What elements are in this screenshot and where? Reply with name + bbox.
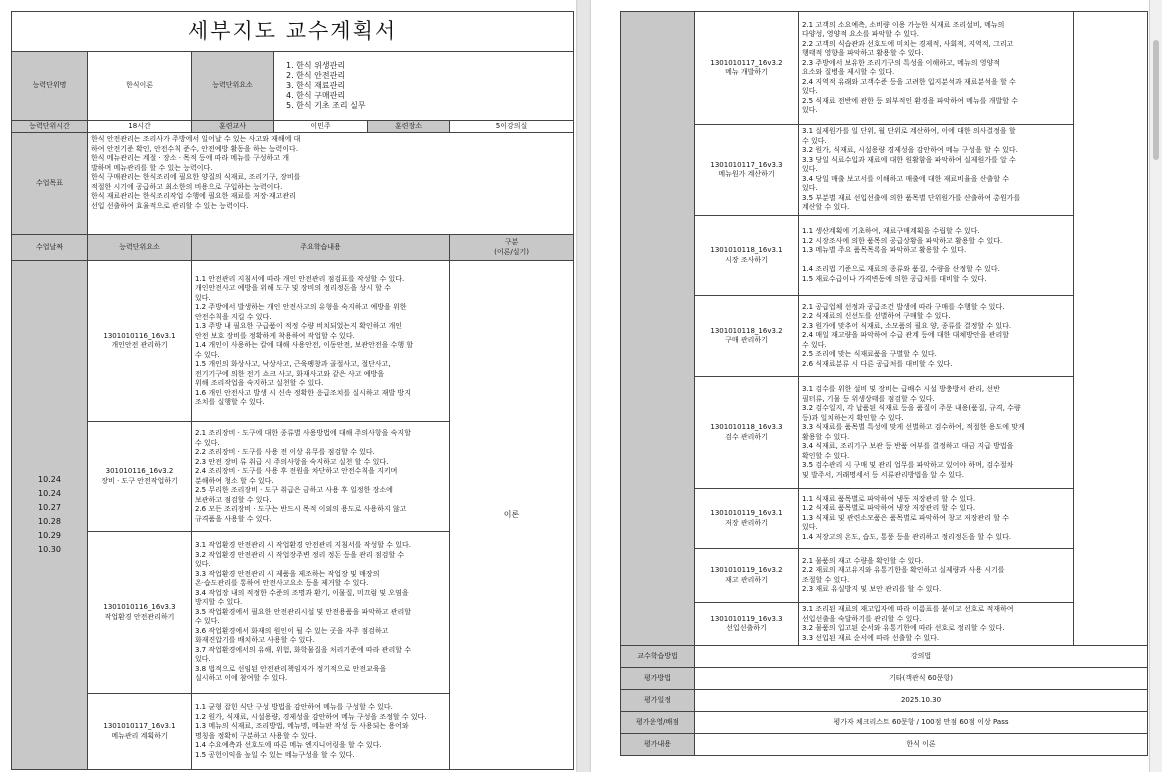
goal-label: 수업목표 [12, 133, 88, 235]
row-code: 1301010116_16v3.1 개인안전 관리하기 [88, 261, 192, 422]
row-content: 3.1 검수를 위한 설비 및 장비는 급배수 시설 방충방서 관리, 선반 필터류, 기물 등 위생상태를 점검할 수 있다. 3.2 검수일지, 각 납품된 식재료 등을 품질이 주문 내용(품질, 규격, 수량 등)과 일치하는지 확인할 수 있다. 3.3 식재료를 품목별 특성에 맞게 선별하고 검수하여, 적절한 용도에 맞게 활용할 수 있다. 3.4 식재료, 조리기구 보관 등 반품 여부를 결정하고 대금 지급 방법을 확인할 수 있다. 3.5 검수관리 시 구매 및 관리 업무를 파악하고 있어야 하며, 검수절차 및 발주서, 거래명세서 등 서류관리방법을 알 수 있다. [799, 377, 1074, 489]
element-col-label: 능력단위요소 [88, 235, 192, 261]
teacher-label: 훈련교사 [192, 121, 274, 133]
eval-name-label: 평가내용 [621, 734, 695, 756]
content-col-label: 주요학습내용 [192, 235, 450, 261]
row-code: 1301010116_16v3.3 작업환경 안전관리하기 [88, 532, 192, 694]
row-content: 3.1 작업환경 안전관리 시 작업환경 안전관리 지침서를 작성할 수 있다. 3.2 작업환경 안전관리 시 작업장주변 정리 정돈 등을 관리 점검할 수 있다. 3.3 작업환경 안전관리 시 제품을 제조하는 작업장 및 매장의 온·습도관리를 통하여 안전사고요소 등을 제거할 수 있다. 3.4 작업장 내의 적정한 수준의 조명과 환기, 이물질, 미끄럼 및 오염을 방지할 수 있다. 3.5 작업환경에서 필요한 안전관리시설 및 안전용품을 파악하고 관리할 수 있다. 3.6 작업환경에서 화재의 원인이 될 수 있는 곳을 자주 점검하고 화재진압기를 배치하고 사용할 수 있다. 3.7 작업환경에서의 유해, 위험, 화학물질을 처리기준에 따라 관리할 수 있다. 3.8 법적으로 선임된 안전관리책임자가 정기적으로 안전교육을 실시하고 이에 참여할 수 있다. [192, 532, 450, 694]
row-content: 3.1 조리된 재료의 재고입자에 따라 이름표를 붙이고 선호로 적재하여 선입선출을 숙달하기를 관리할 수 있다. 3.2 물품의 입고된 순서와 유통기한에 따라 선호로 정리할 수 있다. 3.3 선입된 재료 순서에 따라 선출할 수 있다. [799, 603, 1074, 646]
goal-text: 한식 안전관리는 조리사가 주방에서 일어날 수 있는 사고와 재해에 대 하여 안전기준 확인, 안전수칙 준수, 안전예방 활동을 하는 능력이다. 한식 메뉴관리는 계절 · 장소 · 목적 등에 따라 메뉴를 구성하고 개 발하며 메뉴관리를 할 수 있는 능력이다. 한식 구매관리는 한식조리에 필요한 양질의 식재료, 조리기구, 장비를 적절한 시기에 공급하고 최소한의 비용으로 구입하는 능력이다. 한식 재료관리는 한식조리작업 수행에 필요한 재료를 저장·재고관리 선입 선출하여 효율적으로 관리할 수 있는 능력이다. [88, 133, 574, 235]
row-content: 2.1 공급업체 선정과 공급조건 발생에 따라 구매를 수행할 수 있다. 2.2 식재료의 신선도를 선별하여 구매할 수 있다. 2.3 원가에 맞추어 식재료, 소모품의 필요 양, 종류를 결정할 수 있다. 2.4 매일 재고량을 파악하여 수급 관계 등에 대한 대체방안을 관리할 수 있다. 2.5 조리에 맞는 식재료품을 구별할 수 있다. 2.6 식재료분류 시 다른 공급처를 대비할 수 있다. [799, 296, 1074, 377]
row-content: 1.1 생산계획에 기초하여, 재료구매계획을 수립할 수 있다. 1.2 시장조사에 의한 품목의 공급상황을 파악하고 활용할 수 있다. 1.3 메뉴별 주요 품목목록을 파악하고 활용할 수 있다. 1.4 조리법 기준으로 재료의 종류와 품질, 수량을 산정할 수 있다. 1.5 재료수급이나 가격변동에 의한 공급처를 대비할 수 있다. [799, 216, 1074, 296]
row-code: 1301010117_16v3.1 메뉴관리 계획하기 [88, 694, 192, 770]
row-code: 1301010117_16v3.3 메뉴원가 계산하기 [695, 125, 799, 216]
row-code: 1301010119_16v3.3 선입선출하기 [695, 603, 799, 646]
element-list: 1. 한식 위생관리 2. 한식 안전관리 3. 한식 재료관리 4. 한식 구매관리 5. 한식 기초 조리 실무 [274, 52, 574, 121]
method-label: 교수학습방법 [621, 646, 695, 668]
type-col-label: 구분 (이론/실기) [450, 235, 574, 261]
type-value: 이론 [450, 261, 574, 770]
eval-name-value: 한식 이론 [695, 734, 1148, 756]
row-code: 1301010118_16v3.1 시장 조사하기 [695, 216, 799, 296]
eval-criteria-value: 평가자 체크리스트 60문항 / 100점 만점 60점 이상 Pass [695, 712, 1148, 734]
hours-value: 18시간 [88, 121, 192, 133]
document-page-1 [0, 0, 576, 772]
eval-date-value: 2025.10.30 [695, 690, 1148, 712]
date-list: 10.24 10.24 10.27 10.28 10.29 10.30 [12, 261, 88, 770]
lesson-plan-table-1 [11, 11, 574, 770]
row-content: 2.1 고객의 소요예측, 소비량 이용 가능한 식재료 조리설비, 메뉴의 다양성, 영양적 요소를 파악할 수 있다. 2.2 고객의 식습관과 선호도에 미치는 경제적, 사회적, 지역적, 그리고 행태적 영향을 파악하고 활용할 수 있다. 2.3 주방에서 보유한 조리기구의 특성을 이해하고, 메뉴의 영양적 요소와 질병을 제시할 수 있다. 2.4 지역적 유래와 고객수준 등을 고려한 입지분석과 재료분석을 할 수 있다. 2.5 식재료 전반에 관한 등 외부적인 환경을 파악하여 메뉴를 개발할 수 있다. [799, 12, 1074, 125]
row-content: 1.1 식재료 품목별로 파악하여 냉동 저장관리 할 수 있다. 1.2 식재료 품목별로 파악하여 냉장 저장관리 할 수 있다. 1.3 식재료 및 관련소모품은 품목별로 파악하여 창고 저장관리 할 수 있다. 1.4 저장고의 온도, 습도, 통풍 등을 관리하고 정리정돈을 할 수 있다. [799, 489, 1074, 549]
row-content: 1.1 균형 잡힌 식단 구성 방법을 감안하여 메뉴를 구성할 수 있다. 1.2 원가, 식재료, 시설용량, 경제성을 감안하여 메뉴 구성을 조정할 수 있다. 1.3 메뉴의 식재료, 조리방법, 메뉴명, 메뉴판 작성 등 사용되는 용어와 명칭을 정확히 구분하고 사용할 수 있다. 1.4 수요예측과 선호도에 따른 메뉴 엔지니어링을 할 수 있다. 1.5 공헌이익을 높일 수 있는 메뉴구성을 할 수 있다. [192, 694, 450, 770]
place-value: 5이강의실 [450, 121, 574, 133]
row-content: 2.1 물품의 재고 수량을 확인할 수 있다. 2.2 재료의 재고유지와 유통기한을 확인하고 실제량과 사용 시기를 조절할 수 있다. 2.3 재료 유실방지 및 보안 관리를 할 수 있다. [799, 549, 1074, 603]
row-code: 1301010119_16v3.2 재고 관리하기 [695, 549, 799, 603]
hours-label: 능력단위시간 [12, 121, 88, 133]
row-code: 1301010118_16v3.3 검수 관리하기 [695, 377, 799, 489]
vertical-scrollbar[interactable] [1149, 0, 1162, 772]
row-code: 1301010118_16v3.2 구매 관리하기 [695, 296, 799, 377]
eval-method-label: 평가방법 [621, 668, 695, 690]
page-title: 세부지도 교수계획서 [12, 12, 574, 52]
row-content: 2.1 조리장비 · 도구에 대한 종류별 사용방법에 대해 주의사항을 숙지할 수 있다. 2.2 조리장비 · 도구를 사용 전 이상 유무를 점검할 수 있다. 2.3 안전 장비 류 취급 시 주의사항을 숙지하고 실천 할 수 있다. 2.4 조리장비 · 도구를 사용 후 전원을 차단하고 안전수칙을 지키며 분해하여 청소 할 수 있다. 2.5 무리한 조리장비 · 도구 취급은 금하고 사용 후 일정한 장소에 보관하고 점검할 수 있다. 2.6 모든 조리장비 · 도구는 반드시 목적 이외의 용도로 사용하지 않고 규격품을 사용할 수 있다. [192, 422, 450, 532]
lesson-plan-table-2 [620, 11, 1148, 756]
place-label: 훈련장소 [368, 121, 450, 133]
row-code: 1301010117_16v3.2 메뉴 개발하기 [695, 12, 799, 125]
row-code: 1301010119_16v3.1 저장 관리하기 [695, 489, 799, 549]
unit-label: 능력단위명 [12, 52, 88, 121]
element-label: 능력단위요소 [192, 52, 274, 121]
document-page-2 [591, 0, 1162, 772]
date-cell-continued [621, 12, 695, 646]
eval-method-value: 기타(객관식 60문항) [695, 668, 1148, 690]
row-code: 301010116_16v3.2 장비 · 도구 안전작업하기 [88, 422, 192, 532]
unit-name: 한식이론 [88, 52, 192, 121]
date-label: 수업날짜 [12, 235, 88, 261]
type-cell-continued [1074, 12, 1148, 646]
row-content: 1.1 안전관리 지침서에 따라 개인 안전관리 점검표를 작성할 수 있다. 개인안전사고 예방을 위해 도구 및 장비의 정리정돈을 상시 할 수 있다. 1.2 주방에서 발생하는 개인 안전사고의 유형을 숙지하고 예방을 위한 안전수칙을 지킬 수 있다. 1.3 주방 내 필요한 구급품이 적정 수량 비치되었는지 확인하고 개인 안전 보호 장비를 정확하게 착용하여 작업할 수 있다. 1.4 개인이 사용하는 칼에 대해 사용안전, 이동안전, 보관안전을 수행 할 수 있다. 1.5 개인의 화상사고, 낙상사고, 근육팽창과 골절사고, 절단사고, 전기기구에 의한 전기 쇼크 사고, 화재사고와 같은 사고 예방을 위해 조리작업을 숙지하고 실천할 수 있다. 1.6 개인 안전사고 발생 시 신속 정확한 응급조치를 실시하고 재발 방지 조치를 실행할 수 있다. [192, 261, 450, 422]
teacher-value: 이민주 [274, 121, 368, 133]
method-value: 강의법 [695, 646, 1148, 668]
eval-date-label: 평가일정 [621, 690, 695, 712]
scrollbar-thumb[interactable] [1153, 40, 1159, 160]
eval-criteria-label: 평가운영/배점 [621, 712, 695, 734]
row-content: 3.1 실제원가를 일 단위, 월 단위로 계산하여, 이에 대한 의사결정을 할 수 있다. 3.2 원가, 식재료, 시설용량 경제성을 감안하여 메뉴 구성을 할 수 있다. 3.3 당일 식료수입과 재료에 대한 원활함을 파악하여 실제원가를 알 수 있다. 3.4 당일 매출 보고서를 이해하고 매출에 대한 재료비율을 산출할 수 있다. 3.5 부분별 재료 선입선출에 의한 품목별 단위원가를 산출하여 총원가를 계산할 수 있다. [799, 125, 1074, 216]
